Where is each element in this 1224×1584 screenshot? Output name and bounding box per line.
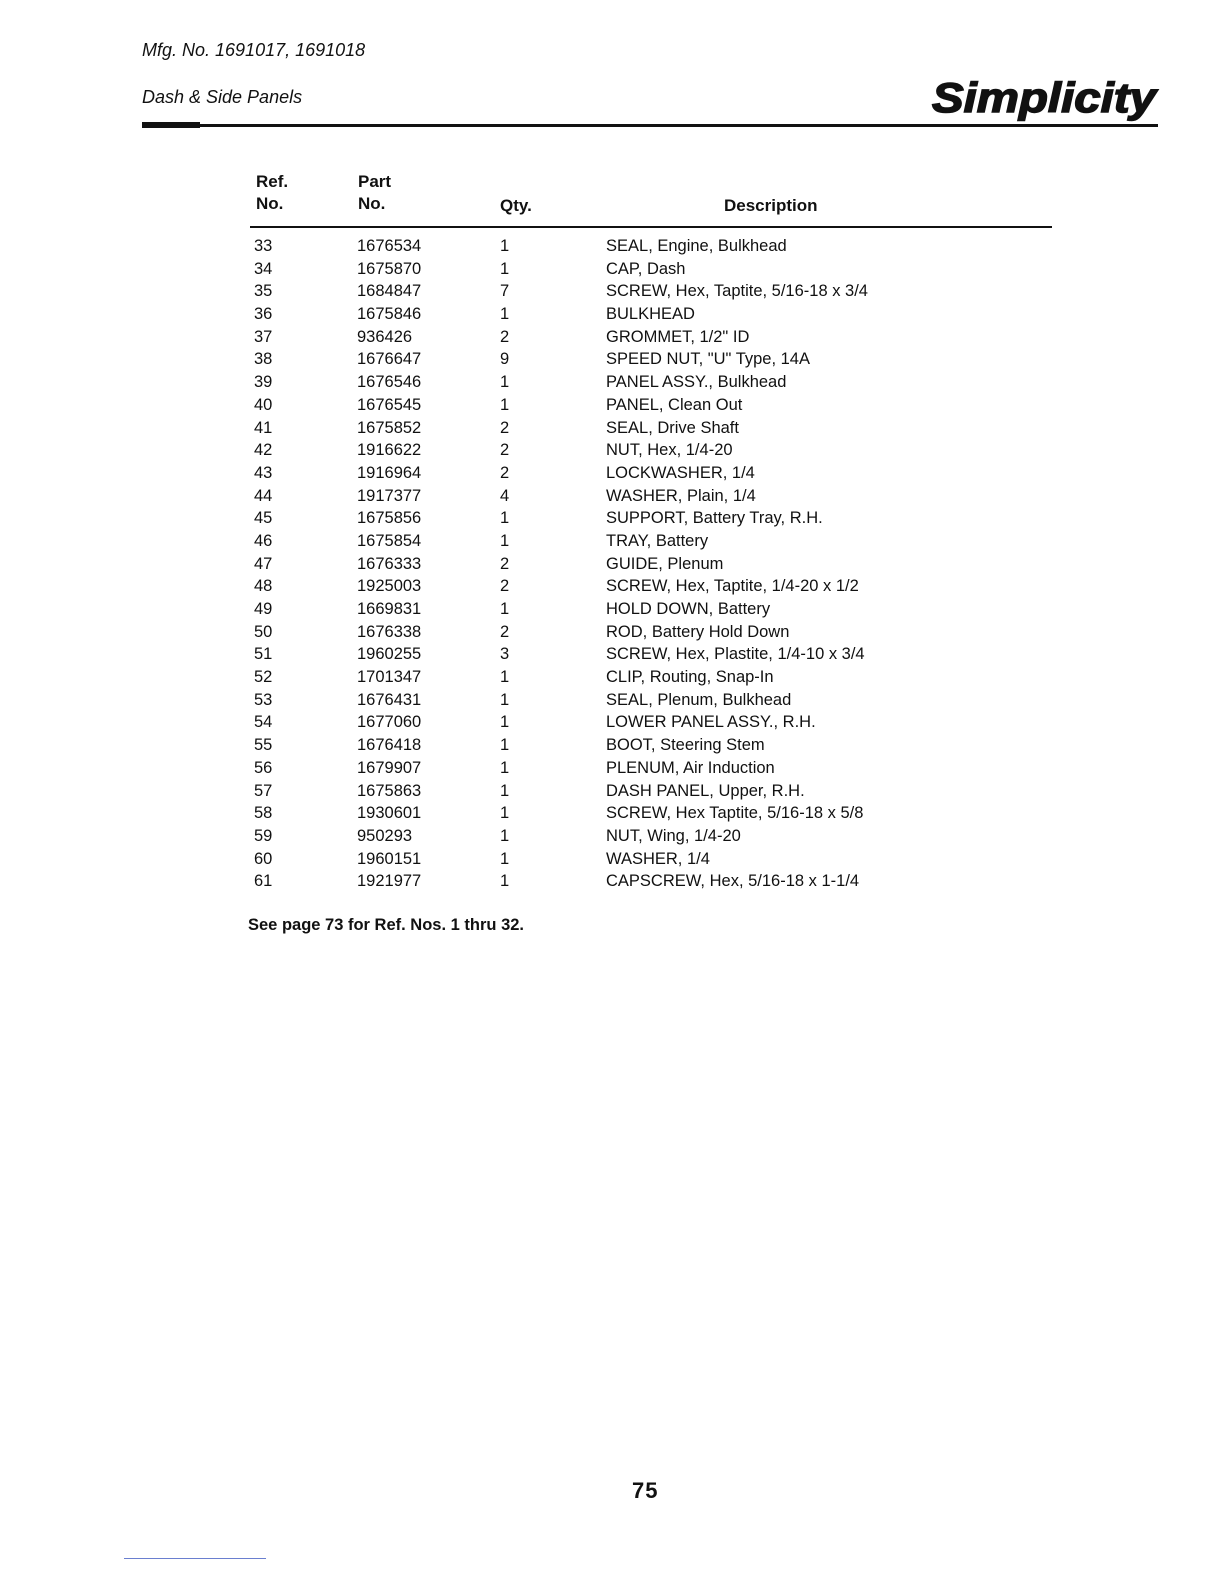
description-cell: LOCKWASHER, 1/4 [606, 463, 755, 482]
qty-cell: 1 [500, 373, 510, 392]
header-rule [142, 124, 1158, 127]
part-no-cell: 1916622 [357, 441, 422, 460]
part-no-cell: 1676534 [357, 237, 422, 255]
part-no-cell: 1960255 [357, 645, 422, 664]
table-row [0, 532, 1224, 555]
ref-no-cell: 39 [254, 373, 273, 392]
part-no-cell: 1917377 [357, 486, 422, 505]
ref-no-cell: 50 [254, 622, 273, 641]
part-no-cell: 1675870 [357, 259, 422, 278]
table-row [0, 305, 1224, 328]
table-row [0, 872, 1224, 895]
description-cell: NUT, Wing, 1/4-20 [606, 826, 741, 845]
table-row [0, 577, 1224, 600]
parts-table [0, 237, 1224, 895]
table-rule [250, 226, 1052, 228]
table-row [0, 782, 1224, 805]
qty-cell: 1 [500, 758, 510, 777]
table-row [0, 713, 1224, 736]
ref-no-cell: 60 [254, 849, 273, 868]
qty-cell: 1 [500, 395, 510, 414]
ref-no-cell: 47 [254, 554, 273, 573]
description-cell: SCREW, Hex, Taptite, 1/4-20 x 1/2 [606, 577, 859, 596]
part-no-cell: 1921977 [357, 872, 422, 891]
description-cell: PLENUM, Air Induction [606, 758, 775, 777]
part-no-cell: 1676546 [357, 373, 422, 392]
description-cell: NUT, Hex, 1/4-20 [606, 441, 733, 460]
part-no-cell: 1676338 [357, 622, 422, 641]
section-title: Dash & Side Panels [142, 87, 303, 107]
qty-cell: 1 [500, 259, 510, 278]
description-cell: HOLD DOWN, Battery [606, 600, 771, 618]
qty-cell: 2 [500, 554, 510, 573]
qty-cell: 1 [500, 736, 510, 755]
page-number: 75 [632, 1478, 659, 1503]
qty-cell: 1 [500, 826, 510, 845]
part-no-cell: 1675863 [357, 781, 422, 800]
ref-no-cell: 34 [254, 259, 273, 278]
qty-cell: 2 [500, 418, 510, 437]
part-no-cell: 1675856 [357, 509, 422, 528]
part-no-cell: 1679907 [357, 758, 422, 777]
description-cell: PANEL ASSY., Bulkhead [606, 373, 787, 392]
description-cell: SPEED NUT, "U" Type, 14A [606, 350, 810, 369]
table-row [0, 804, 1224, 827]
description-cell: SCREW, Hex, Plastite, 1/4-10 x 3/4 [606, 645, 865, 664]
qty-cell: 1 [500, 781, 510, 800]
table-row [0, 237, 1224, 260]
ref-no-cell: 33 [254, 237, 273, 255]
qty-cell: 7 [500, 282, 510, 301]
description-cell: SEAL, Engine, Bulkhead [606, 237, 787, 255]
part-no-cell: 1960151 [357, 849, 422, 868]
column-header-description: Description [724, 196, 818, 215]
part-no-cell: 1676333 [357, 554, 422, 573]
column-header-part-line2: No. [358, 194, 386, 213]
description-cell: WASHER, 1/4 [606, 849, 710, 868]
part-no-cell: 1676647 [357, 350, 422, 369]
ref-no-cell: 58 [254, 804, 273, 823]
qty-cell: 2 [500, 622, 510, 641]
description-cell: SCREW, Hex Taptite, 5/16-18 x 5/8 [606, 804, 864, 823]
part-no-cell: 1677060 [357, 713, 422, 732]
qty-cell: 1 [500, 690, 510, 709]
part-no-cell: 1925003 [357, 577, 422, 596]
column-header-ref-line2: No. [256, 194, 284, 213]
table-row [0, 736, 1224, 759]
column-header-part-line1: Part [358, 172, 392, 191]
description-cell: CAPSCREW, Hex, 5/16-18 x 1-1/4 [606, 872, 860, 891]
qty-cell: 4 [500, 486, 510, 505]
description-cell: SCREW, Hex, Taptite, 5/16-18 x 3/4 [606, 282, 868, 301]
ref-no-cell: 43 [254, 463, 273, 482]
ref-no-cell: 46 [254, 531, 273, 550]
description-cell: WASHER, Plain, 1/4 [606, 486, 756, 505]
ref-no-cell: 59 [254, 826, 273, 845]
qty-cell: 1 [500, 600, 510, 618]
description-cell: ROD, Battery Hold Down [606, 622, 790, 641]
qty-cell: 2 [500, 463, 510, 482]
qty-cell: 1 [500, 509, 510, 528]
column-header-qty: Qty. [500, 196, 532, 215]
ref-no-cell: 42 [254, 441, 273, 460]
ref-no-cell: 38 [254, 350, 273, 369]
qty-cell: 1 [500, 305, 510, 324]
table-row [0, 328, 1224, 351]
part-no-cell: 1669831 [357, 600, 422, 618]
description-cell: SEAL, Drive Shaft [606, 418, 739, 437]
ref-no-cell: 54 [254, 713, 273, 732]
table-row [0, 282, 1224, 305]
ref-no-cell: 51 [254, 645, 273, 664]
table-row [0, 645, 1224, 668]
table-row [0, 396, 1224, 419]
qty-cell: 2 [500, 577, 510, 596]
description-cell: BULKHEAD [606, 305, 695, 324]
part-no-cell: 1676418 [357, 736, 422, 755]
part-no-cell: 1675846 [357, 305, 422, 324]
table-row [0, 441, 1224, 464]
description-cell: LOWER PANEL ASSY., R.H. [606, 713, 816, 732]
table-row [0, 464, 1224, 487]
part-no-cell: 1916964 [357, 463, 422, 482]
description-cell: BOOT, Steering Stem [606, 736, 765, 755]
ref-no-cell: 40 [254, 395, 273, 414]
column-header-ref-line1: Ref. [256, 172, 289, 191]
svg-text:Simplicity: Simplicity [932, 74, 1159, 121]
ref-no-cell: 35 [254, 282, 273, 301]
bottom-link-line [124, 1558, 266, 1559]
part-no-cell: 936426 [357, 327, 413, 346]
ref-no-cell: 41 [254, 418, 273, 437]
ref-no-cell: 53 [254, 690, 273, 709]
brand-logo [930, 72, 1160, 124]
description-cell: CLIP, Routing, Snap-In [606, 668, 774, 687]
part-no-cell: 1701347 [357, 668, 422, 687]
qty-cell: 1 [500, 872, 510, 891]
part-no-cell: 1675854 [357, 531, 422, 550]
table-row [0, 691, 1224, 714]
column-header-ref [256, 171, 288, 215]
table-row [0, 759, 1224, 782]
table-row [0, 509, 1224, 532]
qty-cell: 1 [500, 849, 510, 868]
part-no-cell: 1684847 [357, 282, 422, 301]
part-no-cell: 950293 [357, 826, 413, 845]
qty-cell: 9 [500, 350, 510, 369]
qty-cell: 1 [500, 804, 510, 823]
table-row [0, 600, 1224, 623]
qty-cell: 2 [500, 441, 510, 460]
ref-no-cell: 56 [254, 758, 273, 777]
description-cell: CAP, Dash [606, 259, 686, 278]
part-no-cell: 1675852 [357, 418, 422, 437]
part-no-cell: 1676431 [357, 690, 422, 709]
mfg-number: Mfg. No. 1691017, 1691018 [142, 40, 366, 60]
qty-cell: 1 [500, 713, 510, 732]
ref-no-cell: 61 [254, 872, 273, 891]
description-cell: SEAL, Plenum, Bulkhead [606, 690, 792, 709]
table-row [0, 827, 1224, 850]
ref-no-cell: 45 [254, 509, 273, 528]
description-cell: GROMMET, 1/2" ID [606, 327, 750, 346]
ref-no-cell: 49 [254, 600, 273, 618]
table-row [0, 555, 1224, 578]
ref-no-cell: 57 [254, 781, 273, 800]
table-row [0, 419, 1224, 442]
qty-cell: 3 [500, 645, 510, 664]
part-no-cell: 1676545 [357, 395, 422, 414]
table-row [0, 668, 1224, 691]
description-cell: SUPPORT, Battery Tray, R.H. [606, 509, 823, 528]
part-no-cell: 1930601 [357, 804, 422, 823]
ref-no-cell: 36 [254, 305, 273, 324]
ref-no-cell: 37 [254, 327, 273, 346]
qty-cell: 2 [500, 327, 510, 346]
table-row [0, 850, 1224, 873]
qty-cell: 1 [500, 531, 510, 550]
ref-no-cell: 48 [254, 577, 273, 596]
table-row [0, 350, 1224, 373]
description-cell: PANEL, Clean Out [606, 395, 743, 414]
ref-no-cell: 52 [254, 668, 273, 687]
header-rule-accent [142, 122, 200, 128]
reference-note: See page 73 for Ref. Nos. 1 thru 32. [248, 916, 525, 934]
table-row [0, 623, 1224, 646]
description-cell: GUIDE, Plenum [606, 554, 724, 573]
table-row [0, 373, 1224, 396]
ref-no-cell: 55 [254, 736, 273, 755]
qty-cell: 1 [500, 237, 510, 255]
description-cell: DASH PANEL, Upper, R.H. [606, 781, 805, 800]
table-row [0, 487, 1224, 510]
description-cell: TRAY, Battery [606, 531, 709, 550]
ref-no-cell: 44 [254, 486, 273, 505]
qty-cell: 1 [500, 668, 510, 687]
column-header-part [358, 171, 391, 215]
table-row [0, 260, 1224, 283]
